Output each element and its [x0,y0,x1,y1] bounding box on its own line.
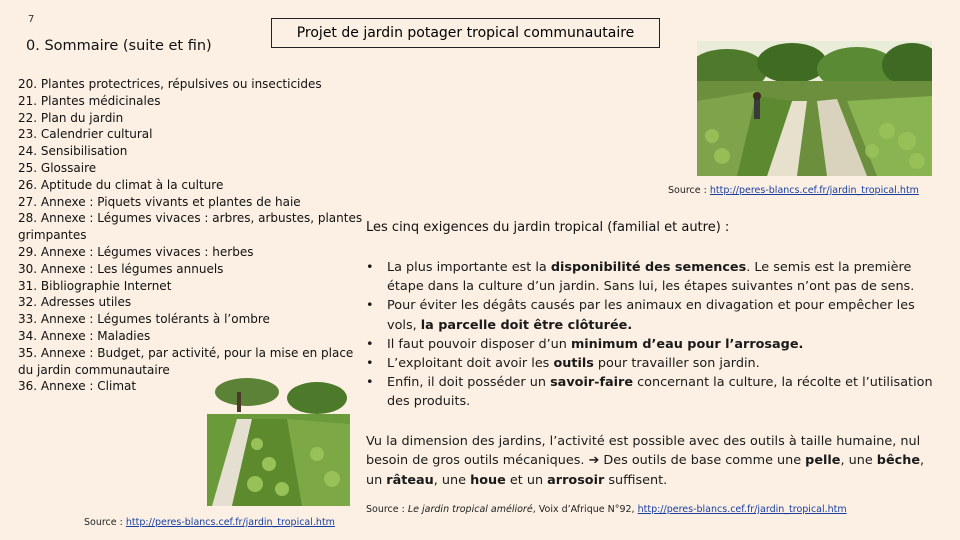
garden-photo-top [697,41,932,176]
list-item: • Pour éviter les dégâts causés par les animaux en divagation et pour empêcher les vols, la parcelle doit être clôturée. [366,296,941,334]
toc-item: 32. Adresses utiles [18,295,132,310]
toc-item: 29. Annexe : Légumes vivaces : herbes [18,244,254,259]
requirements-heading: Les cinq exigences du jardin tropical (familial et autre) : [366,220,730,235]
toc-item: 21. Plantes médicinales [18,93,161,108]
toc-item: 30. Annexe : Les légumes annuels [18,261,224,276]
toc-item: 35. Annexe : Budget, par activité, pour la mise en place du jardin communautaire [18,345,354,377]
toc-item: 22. Plan du jardin [18,110,124,125]
list-item: • L’exploitant doit avoir les outils pour travailler son jardin. [366,354,941,373]
toc-item: 26. Aptitude du climat à la culture [18,177,224,192]
tools-paragraph: Vu la dimension des jardins, l’activité est possible avec des outils à taille humaine, nul besoin de gros outils mécaniques. ➔ Des outils de base comme une pelle, une bêche, un râteau, une houe et un arrosoir suffisent. [366,434,925,488]
section-title: 0. Sommaire (suite et fin) [26,38,212,54]
toc-item: 31. Bibliographie Internet [18,278,172,293]
source-label: Source : [668,185,710,196]
arrow-right-icon: ➔ [588,453,600,469]
page-title: Projet de jardin potager tropical communautaire [271,18,660,48]
toc-item: 34. Annexe : Maladies [18,328,151,343]
toc-item: 20. Plantes protectrices, répulsives ou insecticides [18,77,322,91]
photo-top-source [668,185,919,196]
toc-item: 23. Calendrier cultural [18,127,153,142]
source-link[interactable]: http://peres-blancs.cef.fr/jardin_tropical.htm [709,185,919,196]
requirements-list [366,258,941,412]
source-label: Source : [84,517,126,528]
citation-link[interactable]: http://peres-blancs.cef.fr/jardin_tropical.htm [637,504,847,515]
toc-item: 25. Glossaire [18,160,97,175]
citation: Source : Le jardin tropical amélioré, Voix d’Afrique N°92, http://peres-blancs.cef.fr/jardin_tropical.htm [366,504,847,515]
citation-work: Le jardin tropical amélioré [407,504,533,515]
toc-item: 24. Sensibilisation [18,144,128,159]
toc-item: 27. Annexe : Piquets vivants et plantes de haie [18,194,301,209]
list-item: • Il faut pouvoir disposer d’un minimum d’eau pour l’arrosage. [366,335,941,354]
page-number: 7 [28,14,35,25]
table-of-contents [18,76,363,395]
list-item: • Enfin, il doit posséder un savoir-faire concernant la culture, la récolte et l’utilisation des produits. [366,373,941,411]
toc-item: 36. Annexe : Climat [18,379,137,394]
toc-item: 28. Annexe : Légumes vivaces : arbres, arbustes, plantes grimpantes [18,211,363,243]
list-item: • La plus importante est la disponibilité des semences. Le semis est la première étape dans la culture d’un jardin. Sans lui, les étapes suivantes n’ont pas de sens. [366,258,941,296]
photo-bottom-source [84,517,335,528]
toc-item: 33. Annexe : Légumes tolérants à l’ombre [18,312,270,327]
source-link[interactable]: http://peres-blancs.cef.fr/jardin_tropical.htm [125,517,335,528]
garden-photo-bottom [207,374,350,506]
